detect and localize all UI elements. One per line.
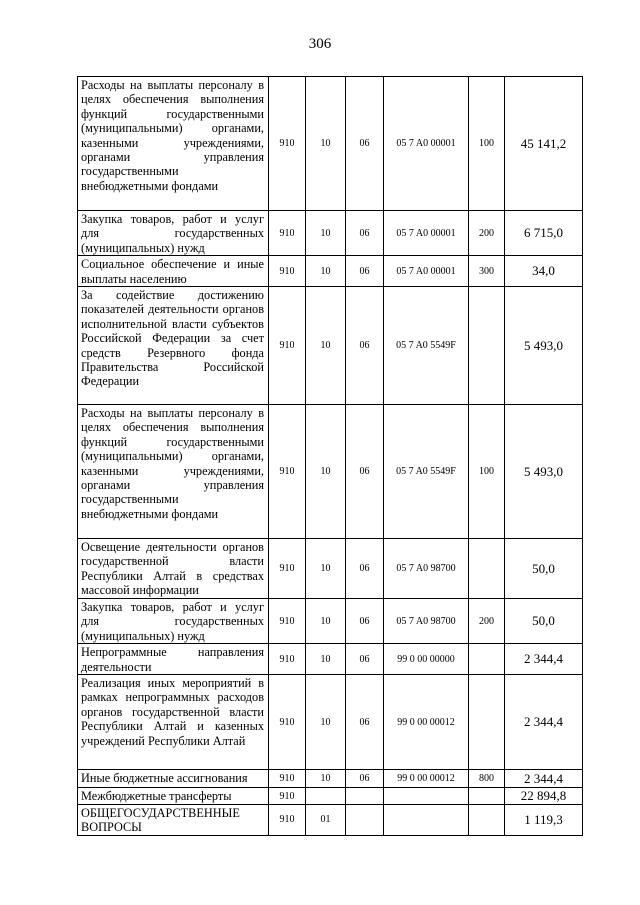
- expense-type-code: 100: [469, 405, 505, 539]
- row-description: Иные бюджетные ассигнования: [78, 770, 269, 788]
- subsection-code: 06: [346, 77, 384, 211]
- subsection-code: 06: [346, 770, 384, 788]
- section-code: 10: [306, 77, 346, 211]
- table-row: [78, 805, 583, 836]
- page-number: 306: [308, 36, 332, 52]
- section-code: 10: [306, 211, 346, 256]
- table-row: [78, 599, 583, 644]
- expense-type-code: 200: [469, 599, 505, 644]
- row-description: Реализация иных мероприятий в рамках непрограммных расходов органов государственной власти Республики Алтай и казенных учреждений Республики Алтай: [78, 675, 269, 770]
- amount-value: 6 715,0: [505, 211, 583, 256]
- subsection-code: 06: [346, 405, 384, 539]
- expense-type-code: 800: [469, 770, 505, 788]
- section-code: 10: [306, 599, 346, 644]
- expense-type-code: 300: [469, 256, 505, 287]
- subsection-code: 06: [346, 256, 384, 287]
- ministry-code: 910: [269, 287, 306, 405]
- expense-type-code: [469, 644, 505, 675]
- budget-table: [77, 76, 583, 836]
- row-description: Межбюджетные трансферты: [78, 788, 269, 805]
- section-code: 10: [306, 539, 346, 599]
- row-description: Закупка товаров, работ и услуг для государственных (муниципальных) нужд: [78, 599, 269, 644]
- target-article-code: 05 7 A0 5549F: [384, 405, 469, 539]
- section-code: 10: [306, 675, 346, 770]
- amount-value: 50,0: [505, 539, 583, 599]
- section-code: 10: [306, 770, 346, 788]
- target-article-code: 99 0 00 00000: [384, 644, 469, 675]
- table-row: [78, 211, 583, 256]
- table-row: [78, 788, 583, 805]
- subsection-code: 06: [346, 675, 384, 770]
- table-row: [78, 287, 583, 405]
- expense-type-code: [469, 788, 505, 805]
- target-article-code: 99 0 00 00012: [384, 675, 469, 770]
- subsection-code: 06: [346, 599, 384, 644]
- ministry-code: 910: [269, 405, 306, 539]
- row-description: Освещение деятельности органов государственной власти Республики Алтай в средствах массовой информации: [78, 539, 269, 599]
- ministry-code: 910: [269, 644, 306, 675]
- row-description: ОБЩЕГОСУДАРСТВЕННЫЕ ВОПРОСЫ: [78, 805, 269, 836]
- table-row: [78, 405, 583, 539]
- target-article-code: [384, 805, 469, 836]
- table-row: [78, 256, 583, 287]
- amount-value: 45 141,2: [505, 77, 583, 211]
- target-article-code: 05 7 A0 98700: [384, 599, 469, 644]
- ministry-code: 910: [269, 256, 306, 287]
- ministry-code: 910: [269, 211, 306, 256]
- target-article-code: [384, 788, 469, 805]
- target-article-code: 05 7 A0 00001: [384, 256, 469, 287]
- table-row: [78, 77, 583, 211]
- subsection-code: [346, 805, 384, 836]
- ministry-code: 910: [269, 77, 306, 211]
- section-code: 10: [306, 405, 346, 539]
- amount-value: 34,0: [505, 256, 583, 287]
- section-code: 10: [306, 287, 346, 405]
- amount-value: 2 344,4: [505, 770, 583, 788]
- row-description: Закупка товаров, работ и услуг для государственных (муниципальных) нужд: [78, 211, 269, 256]
- expense-type-code: 100: [469, 77, 505, 211]
- row-description: Расходы на выплаты персоналу в целях обеспечения выполнения функций государственными (муниципальными) органами, казенными учреждениями, органами управления государственными внебюджетными фондами: [78, 77, 269, 211]
- table-row: [78, 770, 583, 788]
- table-row: [78, 644, 583, 675]
- row-description: За содействие достижению показателей деятельности органов исполнительной власти субъектов Российской Федерации за счет средств Резервного фонда Правительства Российской Федерации: [78, 287, 269, 405]
- subsection-code: [346, 788, 384, 805]
- ministry-code: 910: [269, 539, 306, 599]
- target-article-code: 05 7 A0 00001: [384, 77, 469, 211]
- row-description: Социальное обеспечение и иные выплаты населению: [78, 256, 269, 287]
- ministry-code: 910: [269, 770, 306, 788]
- target-article-code: 05 7 A0 00001: [384, 211, 469, 256]
- ministry-code: 910: [269, 599, 306, 644]
- expense-type-code: [469, 287, 505, 405]
- table-row: [78, 675, 583, 770]
- amount-value: 22 894,8: [505, 788, 583, 805]
- amount-value: 2 344,4: [505, 644, 583, 675]
- amount-value: 50,0: [505, 599, 583, 644]
- ministry-code: 910: [269, 675, 306, 770]
- expense-type-code: [469, 675, 505, 770]
- section-code: 01: [306, 805, 346, 836]
- section-code: [306, 788, 346, 805]
- row-description: Непрограммные направления деятельности: [78, 644, 269, 675]
- section-code: 10: [306, 256, 346, 287]
- amount-value: 5 493,0: [505, 405, 583, 539]
- target-article-code: 05 7 A0 5549F: [384, 287, 469, 405]
- row-description: Расходы на выплаты персоналу в целях обеспечения выполнения функций государственными (муниципальными) органами, казенными учреждениями, органами управления государственными внебюджетными фондами: [78, 405, 269, 539]
- subsection-code: 06: [346, 644, 384, 675]
- expense-type-code: [469, 539, 505, 599]
- expense-type-code: 200: [469, 211, 505, 256]
- section-code: 10: [306, 644, 346, 675]
- amount-value: 5 493,0: [505, 287, 583, 405]
- table-row: [78, 539, 583, 599]
- amount-value: 2 344,4: [505, 675, 583, 770]
- ministry-code: 910: [269, 788, 306, 805]
- ministry-code: 910: [269, 805, 306, 836]
- expense-type-code: [469, 805, 505, 836]
- subsection-code: 06: [346, 539, 384, 599]
- subsection-code: 06: [346, 211, 384, 256]
- amount-value: 1 119,3: [505, 805, 583, 836]
- target-article-code: 99 0 00 00012: [384, 770, 469, 788]
- target-article-code: 05 7 A0 98700: [384, 539, 469, 599]
- subsection-code: 06: [346, 287, 384, 405]
